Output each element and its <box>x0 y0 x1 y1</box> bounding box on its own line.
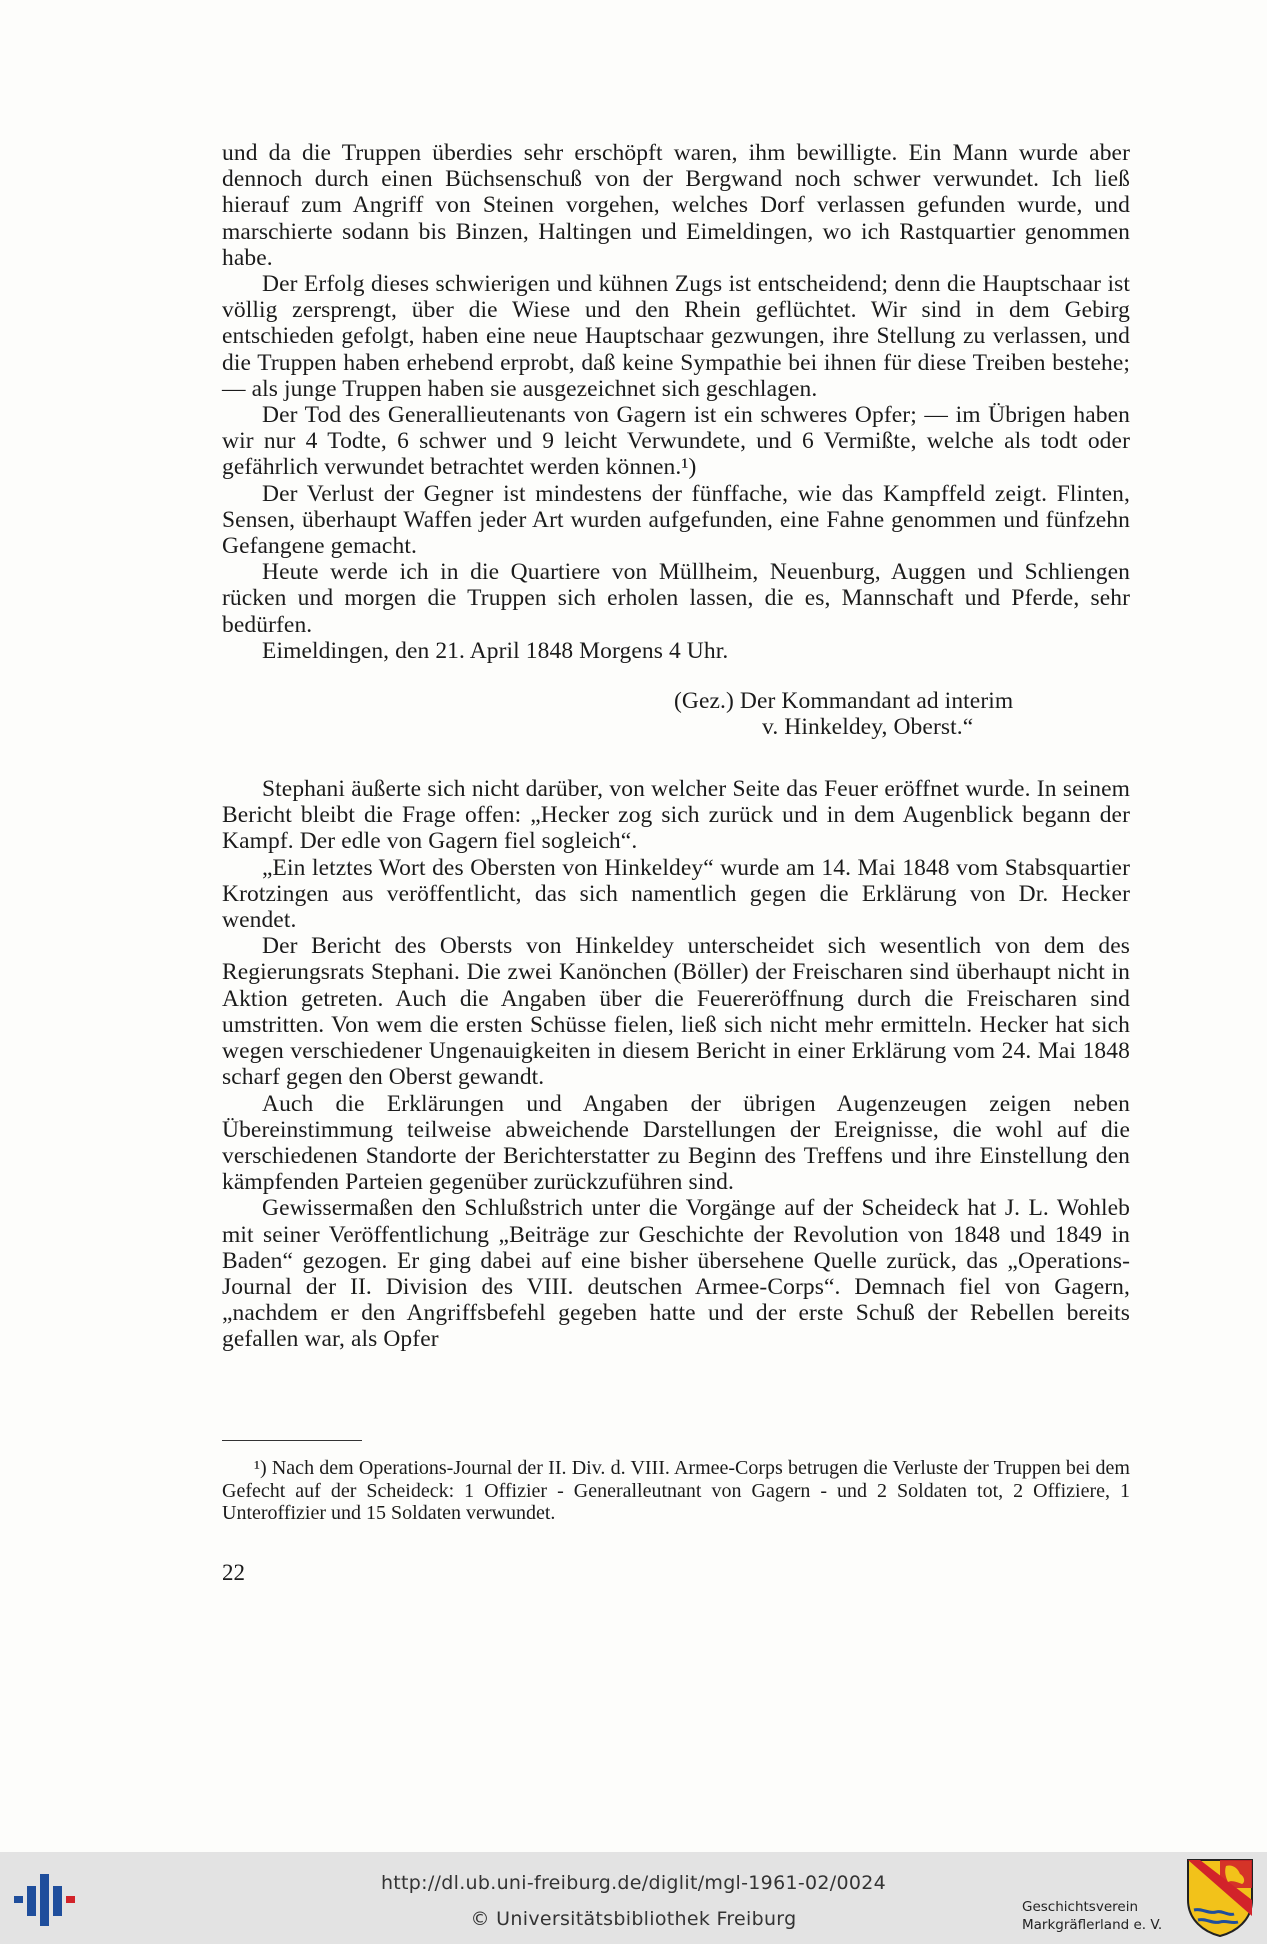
coat-of-arms-icon[interactable] <box>1186 1858 1254 1938</box>
society-name-line2: Markgräflerland e. V. <box>1022 1917 1163 1933</box>
signature-block <box>222 688 1130 740</box>
page-number: 22 <box>222 1560 245 1585</box>
paragraph: Auch die Erklärungen und Angaben der übrigen Augenzeugen zeigen neben Übereinstimmung teilweise abweichende Darstellungen der Ereignisse, die wohl auf die verschiedenen Standorte der Berichterstatter zu Beginn des Treffens und ihre Einstellung den kämpfenden Parteien gegenüber zurückzuführen sind. <box>222 1090 1130 1196</box>
footnote: ¹) Nach dem Operations-Journal der II. Div. d. VIII. Armee-Corps betrugen die Verluste der Truppen bei dem Gefecht auf der Scheideck: 1 Offizier - Generalleutnant von Gagern - und 2 Soldaten tot, 2 Offiziere, 1 Unteroffizier und 15 Soldaten verwundet. <box>222 1457 1130 1524</box>
document-url-link[interactable]: http://dl.ub.uni-freiburg.de/diglit/mgl-1961-02/0024 <box>380 1872 887 1894</box>
paragraph: „Ein letztes Wort des Obersten von Hinkeldey“ wurde am 14. Mai 1848 vom Stabsquartier Krotzingen aus veröffentlicht, das sich namentlich gegen die Erklärung von Dr. Hecker wendet. <box>222 854 1130 934</box>
footnote-divider <box>222 1440 362 1441</box>
paragraph: Der Erfolg dieses schwierigen und kühnen Zugs ist entscheidend; denn die Hauptschaar ist völlig zersprengt, über die Wiese und den Rhein geflüchtet. Wir sind in dem Gebirg entschieden gefolgt, haben eine neue Hauptschaar gezwungen, ihre Stellung zu verlassen, und die Truppen haben erhebend erprobt, daß keine Sympathie bei ihnen für diese Treiben bestehe; — als junge Truppen haben sie ausgezeichnet sich geschlagen. <box>222 271 1130 402</box>
society-name <box>1022 1898 1162 1934</box>
paragraph: Der Verlust der Gegner ist mindestens der fünffache, wie das Kampffeld zeigt. Flinten, Sensen, überhaupt Waffen jeder Art wurden aufgefunden, eine Fahne genommen und fünfzehn Gefangene gemacht. <box>222 480 1130 560</box>
signature-line: (Gez.) Der Kommandant ad interim <box>674 688 1014 715</box>
paragraph: Stephani äußerte sich nicht darüber, von welcher Seite das Feuer eröffnet wurde. In seinem Bericht bleibt die Frage offen: „Hecker zog sich zurück und in dem Augenblick begann der Kampf. Der edle von Gagern fiel sogleich“. <box>222 776 1130 855</box>
body-text <box>222 140 1130 1353</box>
paragraph: Gewissermaßen den Schlußstrich unter die Vorgänge auf der Scheideck hat J. L. Wohleb mit seiner Veröffentlichung „Beiträge zur Geschichte der Revolution von 1848 und 1849 in Baden“ gezogen. Er ging dabei auf eine bisher übersehene Quelle zurück, das „Operations-Journal der II. Division des VIII. deutschen Armee-Corps“. Demnach fiel von Gagern, „nachdem er den Angriffsbefehl gegeben hatte und der erste Schuß der Rebellen bereits gefallen war, als Opfer <box>222 1195 1130 1353</box>
signature-name: v. Hinkeldey, Oberst.“ <box>762 714 974 741</box>
paragraph: Heute werde ich in die Quartiere von Müllheim, Neuenburg, Auggen und Schliengen rücken und morgen die Truppen sich erholen lassen, die es, Mannschaft und Pferde, sehr bedürfen. <box>222 559 1130 638</box>
paragraph: Der Tod des Generallieutenants von Gagern ist ein schweres Opfer; — im Übrigen haben wir nur 4 Todte, 6 schwer und 9 leicht Verwundete, und 6 Vermißte, welche als todt oder gefährlich verwundet betrachtet werden können.¹) <box>222 402 1130 481</box>
dateline: Eimeldingen, den 21. April 1848 Morgens 4 Uhr. <box>262 637 729 664</box>
viewer-footer <box>0 1852 1267 1944</box>
paragraph: Der Bericht des Obersts von Hinkeldey unterscheidet sich wesentlich von dem des Regierungsrats Stephani. Die zwei Kanönchen (Böller) der Freischaren sind überhaupt nicht in Aktion getreten. Auch die Angaben über die Feuereröffnung durch die Freischaren sind umstritten. Von wem die ersten Schüsse fielen, ließ sich nicht mehr ermitteln. Hecker hat sich wegen verschiedener Ungenauigkeiten in diesem Bericht in einer Erklärung vom 24. Mai 1848 scharf gegen den Oberst gewandt. <box>222 933 1130 1091</box>
copyright-text: © Universitätsbibliothek Freiburg <box>470 1908 797 1930</box>
paragraph: und da die Truppen überdies sehr erschöpft waren, ihm bewilligte. Ein Mann wurde aber dennoch durch einen Büchsenschuß von der Bergwand noch schwer verwundet. Ich ließ hierauf zum Angriff von Steinen vorgehen, welches Dorf verlassen gefunden wurde, und marschierte sodann bis Binzen, Haltingen und Eimeldingen, wo ich Rastquartier genommen habe. <box>222 140 1130 271</box>
society-name-line1: Geschichtsverein <box>1022 1899 1138 1915</box>
